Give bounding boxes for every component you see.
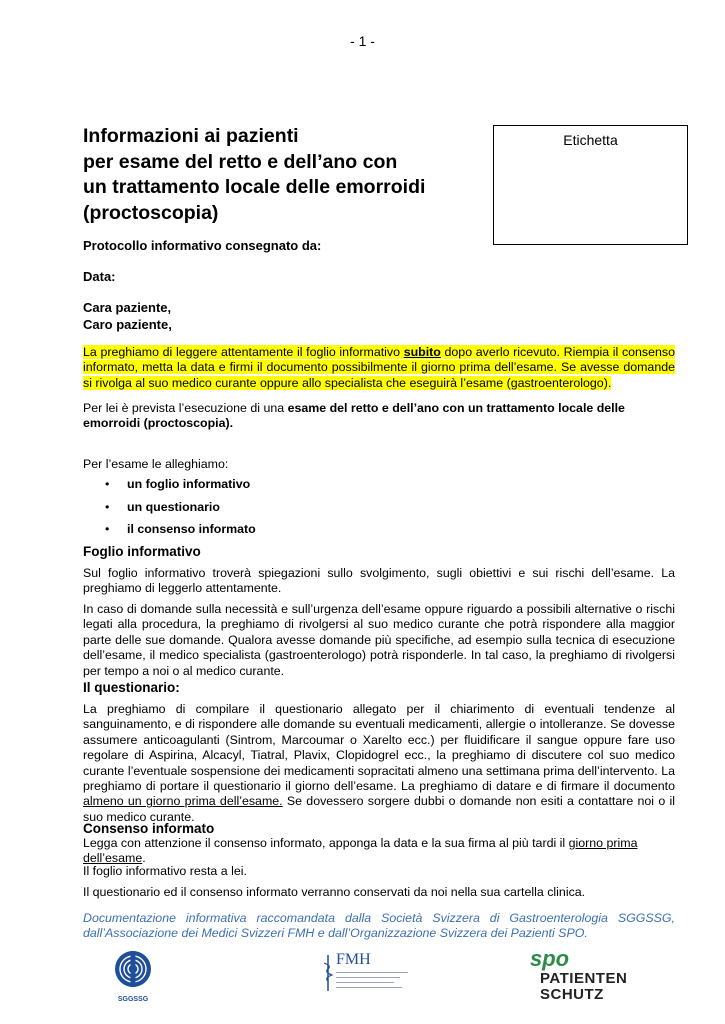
spo-logo-line-2: PATIENTEN xyxy=(540,970,628,987)
foglio-paragraph-1: Sul foglio informativo troverà spiegazioni sullo svolgimento, sugli obiettivi e sui rischi dell’esame. La preghiamo di leggerlo attentamente. xyxy=(83,566,675,596)
questionario-underlined: almeno un giorno prima dell’esame. xyxy=(83,794,283,809)
questionario-paragraph xyxy=(83,702,675,825)
title-line-1: Informazioni ai pazienti xyxy=(83,125,299,147)
section-heading-questionario: Il questionario: xyxy=(83,680,180,695)
consenso-text-2: . xyxy=(142,851,146,866)
highlight-text-2: dopo averlo ricevuto. Riempia il consenso informato, metta la data e firmi il documento possibilmente il giorno prima dell’esame. Se avesse domande si rivolga al suo medico curante oppure allo specialista che eseguirà l’esame (gastroenterologo). xyxy=(83,345,675,390)
title-line-2: per esame del retto e dell’ano con xyxy=(83,150,398,173)
bullet-icon: • xyxy=(105,477,110,491)
list-item-text: il consenso informato xyxy=(127,522,256,536)
spo-logo xyxy=(530,946,630,1006)
intro-paragraph xyxy=(83,401,675,432)
fmh-logo-text: FMH xyxy=(336,951,371,968)
foglio-paragraph-2: In caso di domande sulla necessità e sull’urgenza dell’esame oppure riguardo a possibili alternative o rischi legati alla procedura, la preghiamo di rivolgersi al suo medico curante che potrà rispondere alla maggior parte delle sue domande. Qualora avesse domande più specifiche, ad esempio sulla tecnica di esecuzione dell’esame, il medico specialista (gastroenterologo) potrà risponderle. In tal caso, la preghiamo di rivolgersi per tempo a noi o al medico curante. xyxy=(83,602,675,678)
spo-logo-line-3: SCHUTZ xyxy=(540,986,604,1003)
closing-paragraph: Il questionario ed il consenso informato verranno conservati da noi nella sua cartella clinica. xyxy=(83,885,586,899)
bullet-icon: • xyxy=(105,500,110,514)
highlighted-instructions xyxy=(83,345,675,391)
label-box xyxy=(493,125,688,245)
footer-note: Documentazione informativa raccomandata dalla Società Svizzera di Gastroenterologia SGGSSG, dall’Associazione dei Medici Svizzeri FMH e dall’Organizzazione Svizzera dei Pazienti SPO. xyxy=(83,911,675,941)
enclosures-intro: Per l’esame le alleghiamo: xyxy=(83,457,229,471)
consenso-paragraph xyxy=(83,836,643,867)
section-heading-foglio: Foglio informativo xyxy=(83,544,201,559)
fmh-logo xyxy=(322,951,412,997)
sgg-logo-caption: SGGSSG xyxy=(117,996,149,1003)
fmh-line-4 xyxy=(336,987,402,988)
title-line-4: (proctoscopia) xyxy=(83,201,219,224)
protocol-label: Protocollo informativo consegnato da: xyxy=(83,238,322,253)
date-label: Data: xyxy=(83,269,116,284)
caduceus-icon xyxy=(322,953,334,993)
sgg-logo-icon xyxy=(113,945,153,993)
greeting-female: Cara paziente, xyxy=(83,300,172,315)
intro-text: Per lei è prevista l’esecuzione di una xyxy=(83,401,288,415)
questionario-text-2: Se dovessero sorgere dubbi o domande non esiti a contattare noi o il suo medico curante. xyxy=(83,794,675,824)
spo-logo-text: spo xyxy=(530,946,570,971)
sgg-logo xyxy=(113,945,153,1005)
label-box-text: Etichetta xyxy=(563,132,618,148)
highlight-underlined: subito xyxy=(403,345,441,359)
fmh-line-3 xyxy=(336,982,394,983)
title-line-3: un trattamento locale delle emorroidi xyxy=(83,176,426,198)
highlight-text-1: La preghiamo di leggere attentamente il foglio informativo xyxy=(83,345,404,359)
page-number: - 1 - xyxy=(350,33,375,49)
intro-bold: esame del retto e dell’ano con un trattamento locale delle emorroidi (proctoscopia). xyxy=(83,401,625,431)
consenso-text-1: Legga con attenzione il consenso informato, apponga la data e la sua firma al più tardi il xyxy=(83,836,569,850)
questionario-text-1: La preghiamo di compilare il questionario allegato per il chiarimento di eventuali tendenze al sanguinamento, e di rispondere alle domande su eventuali medicamenti, allergie o intolleranze. Se dovesse assumere anticoagulanti (Sintrom, Marcoumar o Xarelto ecc.) per fluidificare il sangue oppure fare uso regolare di Aspirina, Alcacyl, Tiatral, Plavix, Clopidogrel ecc., la preghiamo di discutere col suo medico curante l’eventuale sospensione dei medicamenti sopracitati almeno una settimana prima dell’intervento. La preghiamo di portare il questionario il giorno dell’esame. La preghiamo di datare e di firmare il documento xyxy=(83,702,675,794)
document-title xyxy=(83,124,483,226)
consenso-underlined: giorno prima dell’esame xyxy=(83,836,638,866)
fmh-line-2 xyxy=(336,977,400,978)
fmh-line-1 xyxy=(336,972,408,973)
bullet-icon: • xyxy=(105,522,110,536)
list-item-text: un foglio informativo xyxy=(127,477,251,491)
list-item-text: un questionario xyxy=(127,500,220,514)
greeting-male: Caro paziente, xyxy=(83,317,172,332)
consenso-line-2: Il foglio informativo resta a lei. xyxy=(83,864,247,878)
section-heading-consenso: Consenso informato xyxy=(83,821,215,836)
